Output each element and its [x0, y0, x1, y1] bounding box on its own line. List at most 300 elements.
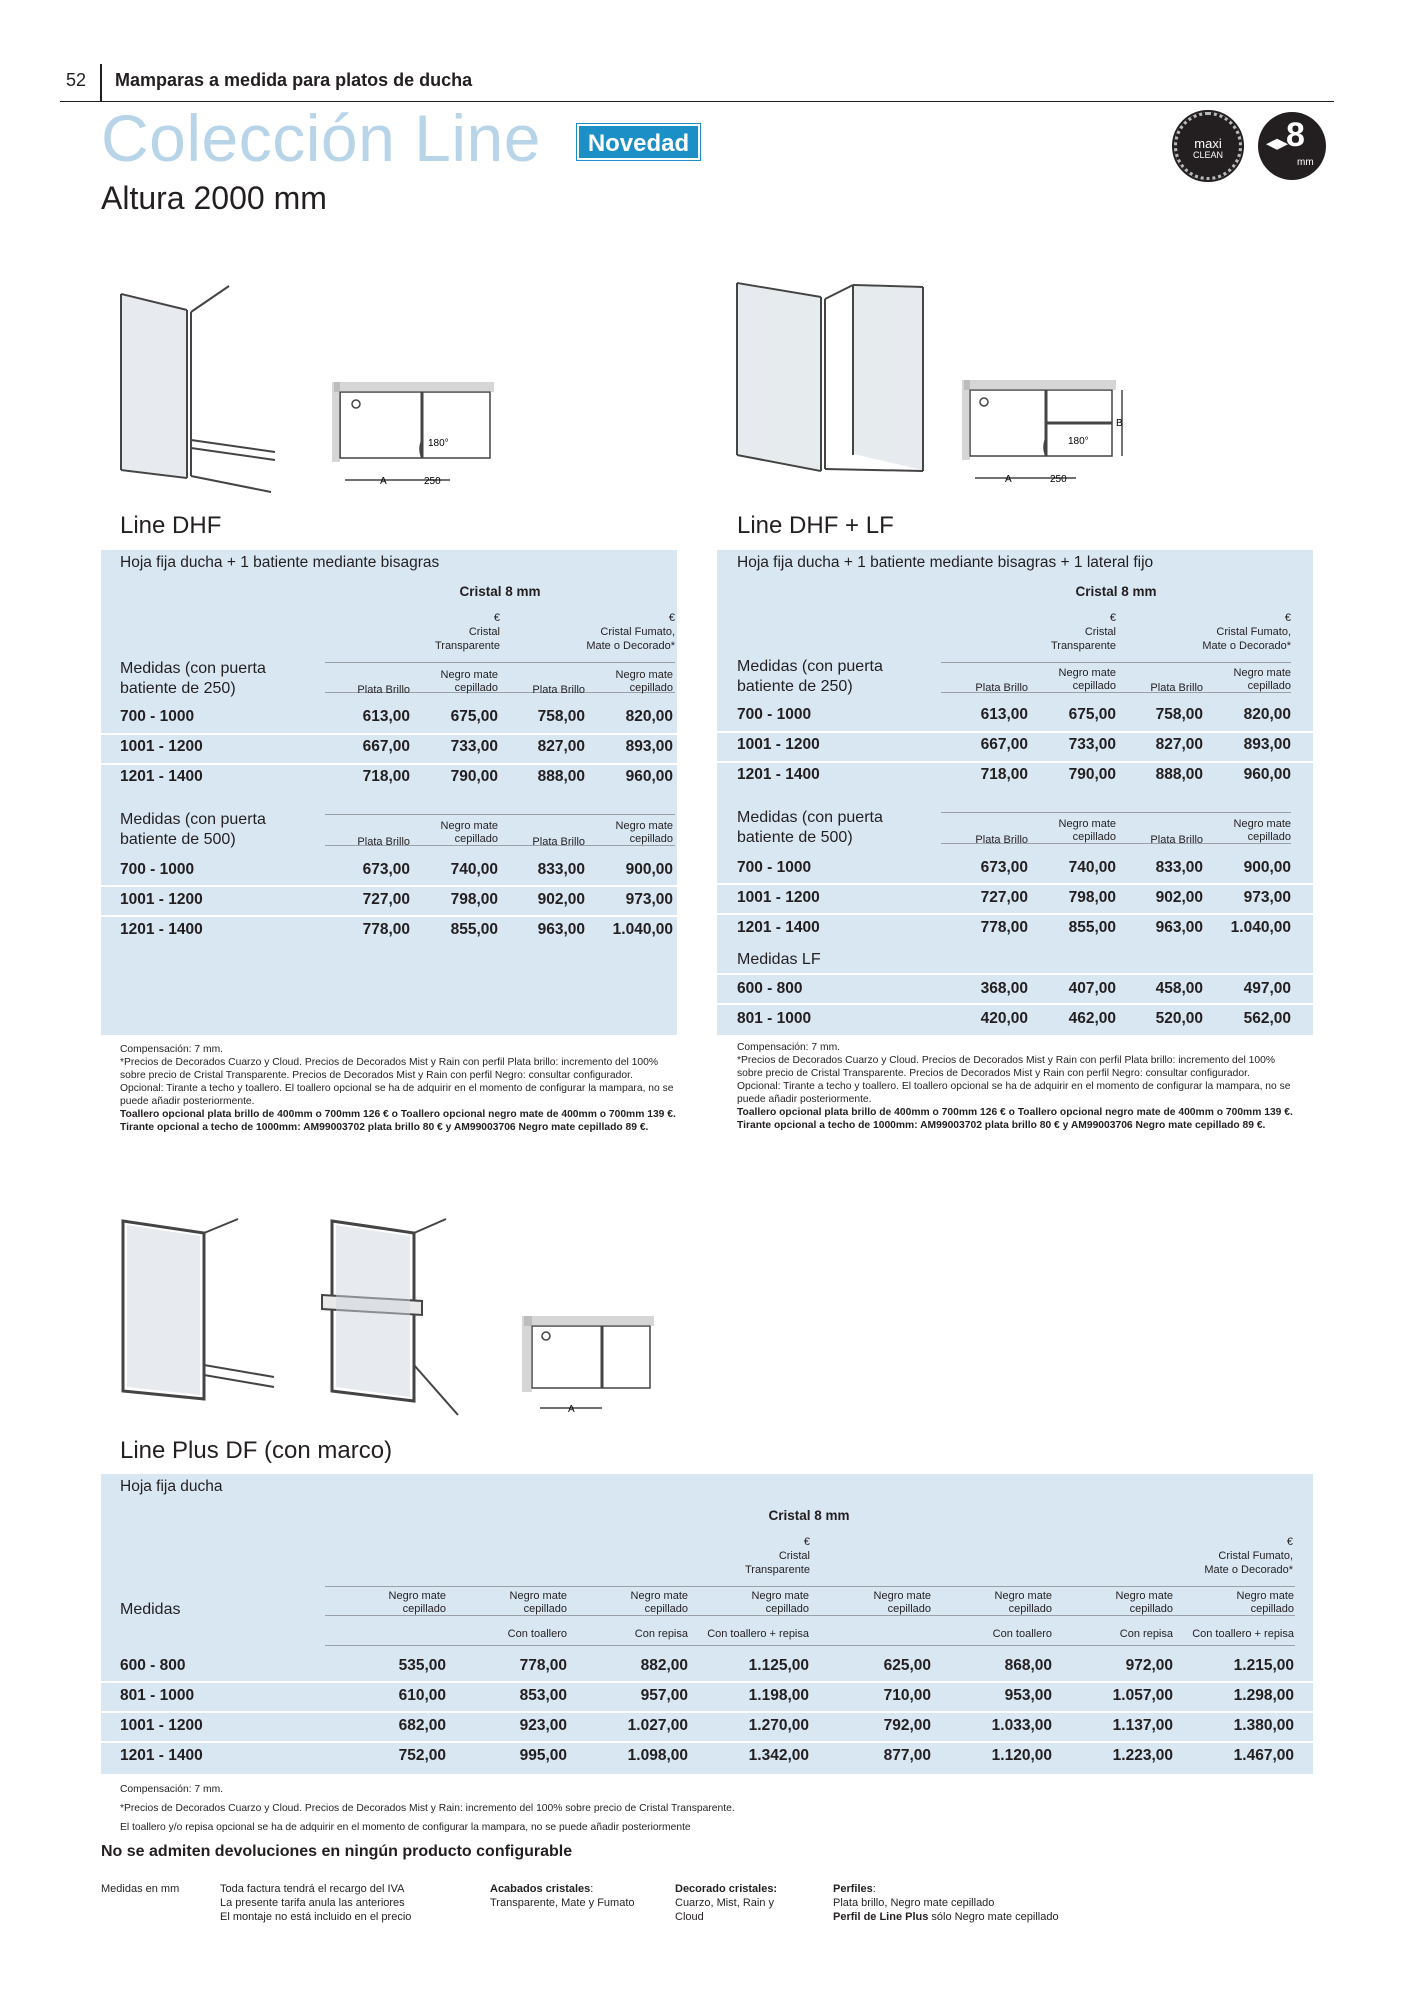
dhf-g1-cell: 758,00: [537, 708, 585, 725]
plus-cell: 1.342,00: [748, 1747, 809, 1764]
dhf-lf-g2-cell: 902,00: [1155, 889, 1203, 906]
dhf-lf-header-rule: [941, 812, 1291, 813]
plus-glass-caption: Cristal 8 mm: [768, 1508, 850, 1523]
dhf-lf-dim-250-label: 250: [1050, 474, 1067, 485]
dhf-g2-cell: 798,00: [450, 891, 498, 908]
plus-cell: 995,00: [519, 1747, 567, 1764]
dhf-group1-label-line2: batiente de 250): [120, 680, 236, 697]
dhf-header-rule: [325, 814, 675, 815]
plus-euro1-line2: Transparente: [744, 1564, 810, 1576]
dhf-lf-g2-cell: 740,00: [1068, 859, 1116, 876]
plus-cell: 953,00: [1004, 1687, 1052, 1704]
plus-header-rule: [325, 1645, 1295, 1646]
dhf-lf-note-tirante: Tirante opcional a techo de 1000mm: AM99003702 plata brillo 80 € y AM99003706 Negro mate cepillado 89 €.: [737, 1120, 1266, 1131]
dhf-lf-g1-cell: 733,00: [1068, 736, 1116, 753]
plus-euro-symbol-1: €: [803, 1536, 810, 1548]
dhf-lf-g2-row-label: 1001 - 1200: [737, 889, 820, 906]
dhf-g2-sub-negro-b: [593, 820, 673, 846]
plus-sub-negro-line1: Negro mate: [1115, 1590, 1173, 1602]
dhf-lf-g3-row-label: 600 - 800: [737, 980, 803, 997]
dhf-g1-cell: 888,00: [537, 768, 585, 785]
plus-cell: 882,00: [640, 1657, 688, 1674]
footer-iva: [220, 1882, 411, 1924]
dhf-glass-caption: Cristal 8 mm: [459, 584, 541, 599]
dhf-note-opcional: Opcional: Tirante a techo y toallero. El toallero opcional se ha de adquirir en el momento de configurar la mampara, no se puede añadir posteriormente.: [120, 1083, 674, 1107]
dhf-g2-sub-negro-b-line1: Negro mate: [615, 820, 673, 832]
plus-cell: 752,00: [398, 1747, 446, 1764]
dhf-lf-description: Hoja fija ducha + 1 batiente mediante bisagras + 1 lateral fijo: [737, 554, 1154, 571]
dhf-lf-note-toallero: Toallero opcional plata brillo de 400mm o 700mm 126 € o Toallero opcional negro mate de 400mm o 700mm 139 €.: [737, 1107, 1293, 1118]
dhf-lf-g2-cell: 900,00: [1243, 859, 1291, 876]
row-divider: [101, 763, 677, 765]
plus-cell: 1.033,00: [991, 1717, 1052, 1734]
dhf-lf-euro-fumato: [1156, 611, 1291, 653]
dhf-lf-g2-cell: 798,00: [1068, 889, 1116, 906]
dhf-lf-euro-symbol-2: €: [1284, 612, 1291, 624]
dhf-g1-sub-plata-a: Plata Brillo: [357, 684, 410, 696]
plus-perspective-drawing: [118, 1215, 278, 1420]
footer-decorado: [675, 1882, 777, 1924]
plus-cell: 535,00: [398, 1657, 446, 1674]
dhf-g1-sub-negro-b-line1: Negro mate: [615, 669, 673, 681]
dhf-group1-label-line1: Medidas (con puerta: [120, 660, 266, 677]
dhf-lf-group1-label: [737, 657, 883, 697]
plus-cell: 923,00: [519, 1717, 567, 1734]
dhf-g2-cell: 740,00: [450, 861, 498, 878]
dhf-g2-cell: 973,00: [625, 891, 673, 908]
dhf-g1-cell: 667,00: [362, 738, 410, 755]
dhf-product-name: Line DHF: [120, 512, 222, 539]
plus-note-toallero: El toallero y/o repisa opcional se ha de adquirir en el momento de configurar la mampara, no se puede añadir posteriormente: [120, 1822, 691, 1833]
plus-cell: 710,00: [883, 1687, 931, 1704]
dhf-lf-g1-cell: 960,00: [1243, 766, 1291, 783]
dhf-lf-g1-sub-negro-b-line2: cepillado: [1247, 680, 1291, 692]
plus-cell: 1.137,00: [1112, 1717, 1173, 1734]
dhf-header-rule: [325, 662, 675, 663]
dhf-lf-g1-sub-negro-a-line1: Negro mate: [1058, 667, 1116, 679]
dhf-g2-cell: 673,00: [362, 861, 410, 878]
dhf-g2-cell: 727,00: [362, 891, 410, 908]
dhf-lf-g3-cell: 458,00: [1155, 980, 1203, 997]
plus-cell: 957,00: [640, 1687, 688, 1704]
footer-perfiles-colon: :: [872, 1883, 876, 1895]
plus-cell: 1.027,00: [627, 1717, 688, 1734]
plus-row-label: 600 - 800: [120, 1657, 186, 1674]
dhf-lf-euro-transparente: [996, 611, 1116, 653]
dhf-lf-g2-sub-negro-b-line1: Negro mate: [1233, 818, 1291, 830]
dhf-g2-sub-negro-a: [418, 820, 498, 846]
plus-sub-negro: [1214, 1590, 1294, 1616]
dhf-lf-glass-caption: Cristal 8 mm: [1075, 584, 1157, 599]
maxi-clean-line2: CLEAN: [1192, 150, 1223, 160]
plus-cell: 1.198,00: [748, 1687, 809, 1704]
footer-medidas: [101, 1882, 179, 1896]
dhf-lf-group1-label-line2: batiente de 250): [737, 678, 853, 695]
dhf-g1-cell: 733,00: [450, 738, 498, 755]
dhf-g1-cell: 613,00: [362, 708, 410, 725]
dhf-lf-g1-sub-negro-a-line2: cepillado: [1072, 680, 1116, 692]
plus-note-precios: *Precios de Decorados Cuarzo y Cloud. Precios de Decorados Mist y Rain: incremento del 100% sobre precio de Cristal Transparente.: [120, 1803, 735, 1814]
dhf-lf-g1-sub-plata-b: Plata Brillo: [1150, 682, 1203, 694]
dhf-dim-a-label: A: [380, 476, 387, 487]
dhf-lf-group3-label: Medidas LF: [737, 951, 821, 968]
dhf-lf-g3-cell: 407,00: [1068, 980, 1116, 997]
dhf-lf-euro1-line1: Cristal: [1084, 626, 1116, 638]
footer-decorado-line1: Cuarzo, Mist, Rain y: [675, 1897, 775, 1909]
footer-perfiles-line2: sólo Negro mate cepillado: [928, 1911, 1059, 1923]
row-divider: [101, 885, 677, 887]
dhf-g2-cell: 833,00: [537, 861, 585, 878]
dhf-euro-symbol-1: €: [493, 612, 500, 624]
dhf-lf-g2-cell: 973,00: [1243, 889, 1291, 906]
plus-sub-negro-line2: cepillado: [402, 1603, 446, 1615]
dhf-euro1-line2: Transparente: [434, 640, 500, 652]
dhf-lf-g1-sub-negro-b-line1: Negro mate: [1233, 667, 1291, 679]
plus-opt-repisa: Con repisa: [1119, 1628, 1173, 1640]
footer-decorado-heading: Decorado cristales:: [675, 1883, 778, 1895]
footer-iva-line2: La presente tarifa anula las anteriores: [220, 1897, 405, 1909]
row-divider: [101, 733, 677, 735]
plus-opt-both: Con toallero + repisa: [1192, 1628, 1294, 1640]
dhf-g1-sub-plata-b: Plata Brillo: [532, 684, 585, 696]
plus-sub-negro-line2: cepillado: [765, 1603, 809, 1615]
row-divider: [717, 913, 1313, 915]
dhf-g1-cell: 718,00: [362, 768, 410, 785]
plus-cell: 1.223,00: [1112, 1747, 1173, 1764]
maxi-clean-icon: [1174, 112, 1242, 180]
row-divider: [717, 883, 1313, 885]
maxi-clean-line1: maxi: [1194, 136, 1222, 151]
dhf-dim-250-label: 250: [424, 476, 441, 487]
dhf-g1-sub-negro-b-line2: cepillado: [629, 682, 673, 694]
dhf-g2-cell: 902,00: [537, 891, 585, 908]
dhf-lf-g1-cell: 820,00: [1243, 706, 1291, 723]
dhf-g1-cell: 893,00: [625, 738, 673, 755]
plus-cell: 972,00: [1125, 1657, 1173, 1674]
row-divider: [717, 973, 1313, 975]
dhf-lf-g2-cell: 1.040,00: [1230, 919, 1291, 936]
dhf-lf-g2-cell: 833,00: [1155, 859, 1203, 876]
dhf-lf-dim-b-label: B: [1116, 418, 1123, 429]
plus-plan-drawing: [520, 1310, 660, 1420]
plus-note-compensacion: Compensación: 7 mm.: [120, 1784, 224, 1795]
dhf-g1-row-label: 700 - 1000: [120, 708, 195, 725]
dhf-lf-g2-cell: 963,00: [1155, 919, 1203, 936]
plus-euro-transparente: [690, 1535, 810, 1577]
plus-cell: 877,00: [883, 1747, 931, 1764]
dhf-note-compensacion: Compensación: 7 mm.: [120, 1044, 224, 1055]
dhf-perspective-drawing: [115, 280, 285, 500]
dhf-lf-g2-cell: 727,00: [980, 889, 1028, 906]
dhf-g1-row-label: 1201 - 1400: [120, 768, 203, 785]
dhf-group2-label: [120, 810, 266, 850]
plus-product-name: Line Plus DF (con marco): [120, 1437, 393, 1464]
dhf-lf-g1-cell: 675,00: [1068, 706, 1116, 723]
dhf-lf-euro1-line2: Transparente: [1050, 640, 1116, 652]
footer-acabados: [490, 1882, 635, 1910]
plus-cell: 1.125,00: [748, 1657, 809, 1674]
no-returns-notice: No se admiten devoluciones en ningún producto configurable: [101, 1843, 573, 1860]
dhf-g2-cell: 778,00: [362, 921, 410, 938]
dhf-lf-g2-sub-negro-a: [1036, 818, 1116, 844]
dhf-lf-group2-label: [737, 808, 883, 848]
dhf-lf-euro2-line1: Cristal Fumato,: [1216, 626, 1291, 638]
dhf-lf-g1-cell: 667,00: [980, 736, 1028, 753]
footer-acabados-heading: Acabados cristales: [490, 1883, 591, 1895]
dhf-angle-label: 180°: [428, 438, 449, 449]
dhf-notes: [120, 1043, 680, 1134]
plus-towel-drawing: [318, 1215, 463, 1425]
dhf-lf-plan-drawing: [960, 378, 1135, 493]
plus-sub-negro-line1: Negro mate: [509, 1590, 567, 1602]
dhf-lf-dim-a-label: A: [1005, 474, 1012, 485]
header-divider: [100, 64, 102, 102]
collection-title: Colección Line: [101, 101, 541, 175]
dhf-note-precios: *Precios de Decorados Cuarzo y Cloud. Precios de Decorados Mist y Rain con perfil Plata brillo: incremento del 100% sobre precio de Cristal Transparente. Precios de Decorados Mist y Rain con perfil Negro: consultar configurador.: [120, 1057, 658, 1081]
dhf-lf-g3-cell: 562,00: [1243, 1010, 1291, 1027]
plus-sub-negro: [972, 1590, 1052, 1616]
dhf-note-toallero: Toallero opcional plata brillo de 400mm o 700mm 126 € o Toallero opcional negro mate de 400mm o 700mm 139 €.: [120, 1109, 676, 1120]
plus-sub-negro-line1: Negro mate: [630, 1590, 688, 1602]
dhf-group2-label-line2: batiente de 500): [120, 831, 236, 848]
dhf-euro-fumato: [540, 611, 675, 653]
dhf-lf-g1-row-label: 1201 - 1400: [737, 766, 820, 783]
plus-cell: 778,00: [519, 1657, 567, 1674]
plus-cell: 1.215,00: [1233, 1657, 1294, 1674]
dhf-g2-sub-plata-a: Plata Brillo: [357, 836, 410, 848]
dhf-lf-g3-cell: 462,00: [1068, 1010, 1116, 1027]
plus-euro-fumato: [1158, 1535, 1293, 1577]
dhf-lf-g2-sub-negro-b-line2: cepillado: [1247, 831, 1291, 843]
dhf-lf-g2-sub-plata-a: Plata Brillo: [975, 834, 1028, 846]
plus-sub-negro-line2: cepillado: [644, 1603, 688, 1615]
plus-description: Hoja fija ducha: [120, 1478, 223, 1495]
page-number: 52: [66, 70, 87, 90]
plus-cell: 1.120,00: [991, 1747, 1052, 1764]
thickness-value: 8: [1286, 116, 1305, 154]
dhf-lf-g2-sub-negro-a-line1: Negro mate: [1058, 818, 1116, 830]
plus-sub-negro-line1: Negro mate: [873, 1590, 931, 1602]
row-divider: [717, 731, 1313, 733]
dhf-lf-product-name: Line DHF + LF: [737, 512, 894, 539]
dhf-g2-cell: 855,00: [450, 921, 498, 938]
dhf-lf-g1-cell: 888,00: [1155, 766, 1203, 783]
novedad-badge: Novedad: [577, 124, 700, 160]
dhf-lf-note-precios: *Precios de Decorados Cuarzo y Cloud. Precios de Decorados Mist y Rain con perfil Plata brillo: incremento del 100% sobre precio de Cristal Transparente. Precios de Decorados Mist y Rain con perfil Negro: consultar configurador.: [737, 1055, 1275, 1079]
dhf-lf-euro2-line2: Mate o Decorado*: [1202, 640, 1291, 652]
dhf-lf-g2-cell: 855,00: [1068, 919, 1116, 936]
dhf-group1-label: [120, 659, 266, 699]
row-divider: [101, 1681, 1313, 1683]
dhf-g1-sub-negro-a-line1: Negro mate: [440, 669, 498, 681]
dhf-g1-cell: 675,00: [450, 708, 498, 725]
plus-opt-both: Con toallero + repisa: [707, 1628, 809, 1640]
dhf-euro2-line1: Cristal Fumato,: [600, 626, 675, 638]
plus-notes: [120, 1780, 1120, 1837]
header-title: Mamparas a medida para platos de ducha: [115, 70, 473, 90]
dhf-lf-g3-cell: 420,00: [980, 1010, 1028, 1027]
dhf-lf-note-opcional: Opcional: Tirante a techo y toallero. El toallero opcional se ha de adquirir en el momento de configurar la mampara, no se puede añadir posteriormente.: [737, 1081, 1291, 1105]
footer-perfiles-line1: Plata brillo, Negro mate cepillado: [833, 1897, 995, 1909]
plus-sub-negro-line2: cepillado: [523, 1603, 567, 1615]
dhf-lf-angle-label: 180°: [1068, 436, 1089, 447]
thickness-arrows: ◂▸: [1266, 130, 1289, 155]
dhf-lf-g2-row-label: 1201 - 1400: [737, 919, 820, 936]
footer-iva-line3: El montaje no está incluido en el precio: [220, 1911, 412, 1923]
plus-sub-negro-line1: Negro mate: [388, 1590, 446, 1602]
plus-sub-negro: [1093, 1590, 1173, 1616]
dhf-lf-g1-sub-negro-b: [1211, 667, 1291, 693]
plus-opt-repisa: Con repisa: [634, 1628, 688, 1640]
plus-euro-symbol-2: €: [1286, 1536, 1293, 1548]
plus-sub-negro-line2: cepillado: [887, 1603, 931, 1615]
dhf-g2-sub-negro-b-line2: cepillado: [629, 833, 673, 845]
dhf-lf-g1-sub-plata-a: Plata Brillo: [975, 682, 1028, 694]
dhf-plan-drawing: [330, 380, 500, 495]
plus-row-label: 1201 - 1400: [120, 1747, 203, 1764]
dhf-g2-sub-negro-a-line2: cepillado: [454, 833, 498, 845]
plus-sub-negro-line2: cepillado: [1008, 1603, 1052, 1615]
dhf-g2-sub-negro-a-line1: Negro mate: [440, 820, 498, 832]
row-divider: [101, 915, 677, 917]
plus-header-rule: [325, 1586, 1295, 1587]
plus-sub-negro: [487, 1590, 567, 1616]
plus-sub-negro-line2: cepillado: [1129, 1603, 1173, 1615]
plus-cell: 853,00: [519, 1687, 567, 1704]
dhf-lf-g1-cell: 758,00: [1155, 706, 1203, 723]
plus-cell: 610,00: [398, 1687, 446, 1704]
dhf-g2-cell: 1.040,00: [612, 921, 673, 938]
plus-cell: 1.098,00: [627, 1747, 688, 1764]
footer-decorado-line2: Cloud: [675, 1911, 704, 1923]
dhf-lf-g2-sub-plata-b: Plata Brillo: [1150, 834, 1203, 846]
footer-perfiles-line2-bold: Perfil de Line Plus: [833, 1911, 929, 1923]
row-divider: [101, 1711, 1313, 1713]
dhf-lf-perspective-drawing: [733, 275, 933, 485]
plus-cell: 682,00: [398, 1717, 446, 1734]
thickness-unit: mm: [1297, 157, 1314, 168]
dhf-lf-euro-symbol-1: €: [1109, 612, 1116, 624]
dhf-g1-cell: 960,00: [625, 768, 673, 785]
page-header: [60, 64, 1334, 102]
plus-row-label: 1001 - 1200: [120, 1717, 203, 1734]
row-divider: [717, 761, 1313, 763]
dhf-euro1-line1: Cristal: [468, 626, 500, 638]
plus-cell: 792,00: [883, 1717, 931, 1734]
dhf-lf-g2-cell: 778,00: [980, 919, 1028, 936]
dhf-lf-note-compensacion: Compensación: 7 mm.: [737, 1042, 841, 1053]
dhf-lf-g2-cell: 673,00: [980, 859, 1028, 876]
plus-medidas-label: Medidas: [120, 1601, 181, 1618]
plus-opt-toallero: Con toallero: [992, 1628, 1052, 1640]
dhf-g1-cell: 820,00: [625, 708, 673, 725]
dhf-euro2-line2: Mate o Decorado*: [586, 640, 675, 652]
plus-sub-negro: [366, 1590, 446, 1616]
footer-perfiles-heading: Perfiles: [833, 1883, 873, 1895]
plus-cell: 1.380,00: [1233, 1717, 1294, 1734]
plus-cell: 625,00: [883, 1657, 931, 1674]
plus-euro1-line1: Cristal: [778, 1550, 810, 1562]
dhf-euro-symbol-2: €: [668, 612, 675, 624]
plus-cell: 1.057,00: [1112, 1687, 1173, 1704]
dhf-lf-notes: [737, 1041, 1297, 1132]
dhf-g2-row-label: 1001 - 1200: [120, 891, 203, 908]
dhf-g2-row-label: 1201 - 1400: [120, 921, 203, 938]
dhf-g1-sub-negro-a-line2: cepillado: [454, 682, 498, 694]
dhf-lf-g3-row-label: 801 - 1000: [737, 1010, 812, 1027]
dhf-g2-cell: 963,00: [537, 921, 585, 938]
plus-sub-negro: [608, 1590, 688, 1616]
dhf-lf-g1-cell: 718,00: [980, 766, 1028, 783]
plus-cell: 868,00: [1004, 1657, 1052, 1674]
plus-euro2-line2: Mate o Decorado*: [1204, 1564, 1293, 1576]
dhf-lf-g3-cell: 520,00: [1155, 1010, 1203, 1027]
dhf-g1-cell: 827,00: [537, 738, 585, 755]
dhf-lf-g1-row-label: 700 - 1000: [737, 706, 812, 723]
dhf-g1-sub-negro-a: [418, 669, 498, 695]
dhf-lf-g1-cell: 790,00: [1068, 766, 1116, 783]
dhf-note-tirante: Tirante opcional a techo de 1000mm: AM99003702 plata brillo 80 € y AM99003706 Negro mate cepillado 89 €.: [120, 1122, 649, 1133]
dhf-lf-group2-label-line1: Medidas (con puerta: [737, 809, 883, 826]
plus-opt-toallero: Con toallero: [507, 1628, 567, 1640]
plus-cell: 1.467,00: [1233, 1747, 1294, 1764]
dhf-lf-g2-sub-negro-b: [1211, 818, 1291, 844]
footer-medidas-text: Medidas en mm: [101, 1883, 180, 1895]
dhf-description: Hoja fija ducha + 1 batiente mediante bisagras: [120, 554, 440, 571]
plus-sub-negro-line2: cepillado: [1250, 1603, 1294, 1615]
dhf-lf-g1-cell: 893,00: [1243, 736, 1291, 753]
dhf-lf-g2-sub-negro-a-line2: cepillado: [1072, 831, 1116, 843]
dhf-lf-g1-cell: 827,00: [1155, 736, 1203, 753]
dhf-lf-g3-cell: 497,00: [1243, 980, 1291, 997]
dhf-lf-g1-row-label: 1001 - 1200: [737, 736, 820, 753]
footer-iva-line1: Toda factura tendrá el recargo del IVA: [220, 1883, 405, 1895]
dhf-lf-g1-sub-negro-a: [1036, 667, 1116, 693]
dhf-g1-sub-negro-b: [593, 669, 673, 695]
plus-sub-negro-line1: Negro mate: [751, 1590, 809, 1602]
dhf-group2-label-line1: Medidas (con puerta: [120, 811, 266, 828]
row-divider: [101, 1741, 1313, 1743]
row-divider: [717, 1003, 1313, 1005]
plus-cell: 1.298,00: [1233, 1687, 1294, 1704]
plus-sub-negro: [729, 1590, 809, 1616]
dhf-lf-g2-row-label: 700 - 1000: [737, 859, 812, 876]
footer-perfiles: [833, 1882, 1059, 1924]
height-subtitle: Altura 2000 mm: [101, 180, 327, 216]
plus-dim-a-label: A: [568, 1404, 575, 1415]
glass-thickness-icon: [1258, 112, 1326, 180]
dhf-g1-row-label: 1001 - 1200: [120, 738, 203, 755]
dhf-g2-sub-plata-b: Plata Brillo: [532, 836, 585, 848]
plus-cell: 1.270,00: [748, 1717, 809, 1734]
dhf-lf-g3-cell: 368,00: [980, 980, 1028, 997]
dhf-lf-header-rule: [941, 662, 1291, 663]
plus-row-label: 801 - 1000: [120, 1687, 195, 1704]
dhf-euro-transparente: [380, 611, 500, 653]
dhf-g2-row-label: 700 - 1000: [120, 861, 195, 878]
plus-euro2-line1: Cristal Fumato,: [1218, 1550, 1293, 1562]
plus-sub-negro-line1: Negro mate: [1236, 1590, 1294, 1602]
footer-acabados-colon: :: [590, 1883, 594, 1895]
plus-sub-negro: [851, 1590, 931, 1616]
dhf-lf-group1-label-line1: Medidas (con puerta: [737, 658, 883, 675]
dhf-lf-group2-label-line2: batiente de 500): [737, 829, 853, 846]
footer-acabados-value: Transparente, Mate y Fumato: [490, 1897, 635, 1909]
plus-sub-negro-line1: Negro mate: [994, 1590, 1052, 1602]
dhf-lf-g1-cell: 613,00: [980, 706, 1028, 723]
dhf-g1-cell: 790,00: [450, 768, 498, 785]
dhf-g2-cell: 900,00: [625, 861, 673, 878]
